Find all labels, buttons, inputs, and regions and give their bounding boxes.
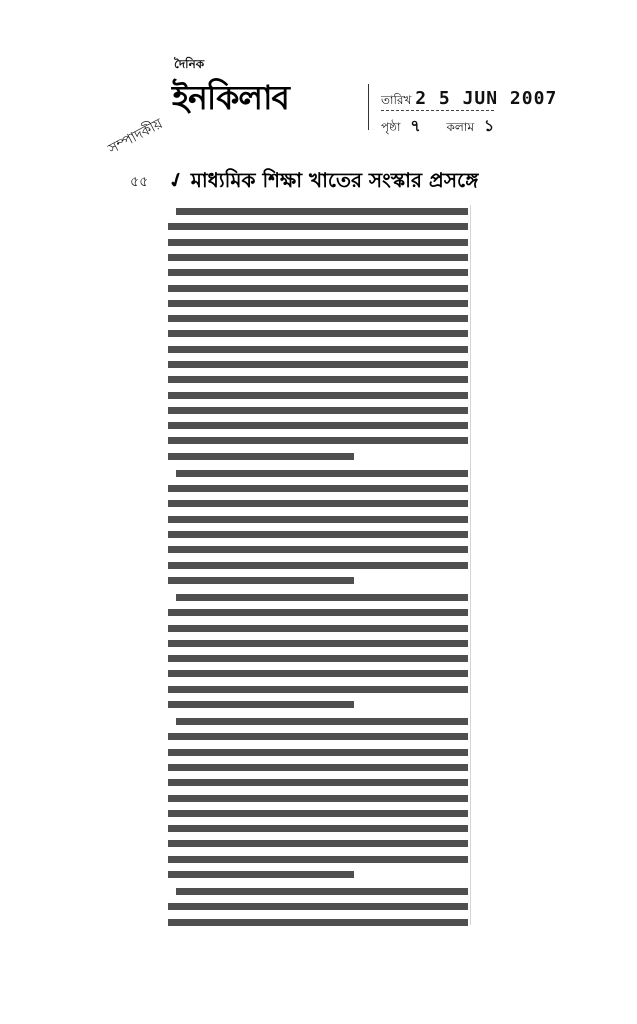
article-text-line [176,590,468,601]
masthead-subtitle: দৈনিক [174,57,205,71]
article-text-line [168,372,468,383]
article-text-line [168,666,468,677]
article-text-line [168,620,468,631]
stamp-date: 2 5 JUN 2007 [415,88,558,109]
headline-text: মাধ্যমিক শিক্ষা খাতের সংস্কার প্রসঙ্গে [190,168,479,192]
article-text-line [168,775,468,786]
stamp-column-label: কলাম [446,120,474,134]
masthead-title: ইনকিলাব [172,78,289,117]
article-text-line [168,573,354,584]
article-text-line [168,636,468,647]
article-text-line [168,605,468,616]
article-text-line [168,899,468,910]
article-text-line [168,557,468,568]
handwritten-note: সম্পাদকীয় [105,115,166,158]
article-text-line [168,342,468,353]
article-text-line [176,714,468,725]
article-text-line [168,527,468,538]
handwritten-number: ৫৫ [130,174,149,190]
date-stamp [368,84,558,135]
stamp-column: ১ [483,116,495,135]
article-text-line [168,418,468,429]
article-text-line [168,296,468,307]
article-text-line [168,387,468,398]
article-text-line [168,745,468,756]
article-text-line [168,697,354,708]
article-text-line [176,884,468,895]
article-text-line [168,250,468,261]
stamp-date-row [381,88,557,112]
stamp-page-label: পৃষ্ঠা [381,120,401,134]
article-text-line [168,512,468,523]
article-text-line [168,542,468,553]
article-body [168,198,468,934]
article-text-line [168,449,354,460]
tick-mark-icon: ✓ [164,165,189,195]
article-text-line [168,821,468,832]
article-text-line [168,311,468,322]
stamp-page: ৭ [410,116,421,135]
article-text-line [168,852,468,863]
article-text-line [168,930,354,934]
article-text-line [168,265,468,276]
article-text-line [176,466,468,477]
article-text-line [168,915,468,926]
article-text-line [176,204,468,215]
article-text-line [168,219,468,230]
article-text-line [168,326,468,337]
article-text-line [168,760,468,771]
article-text-line [168,403,468,414]
article-text-line [168,481,468,492]
column-edge [460,205,471,925]
article-text-line [168,357,468,368]
article-headline [164,165,479,199]
article-text-line [168,433,468,444]
article-text-line [168,651,468,662]
article-text-line [168,280,468,291]
article-text-line [168,729,468,740]
article-text-line [168,682,468,693]
article-text-line [168,790,468,801]
stamp-page-row [381,110,494,140]
article-text-line [168,867,354,878]
article-text-line [168,235,468,246]
article-text-line [168,496,468,507]
stamp-date-label: তারিখ [381,93,412,107]
article-text-line [168,836,468,847]
article-text-line [168,806,468,817]
